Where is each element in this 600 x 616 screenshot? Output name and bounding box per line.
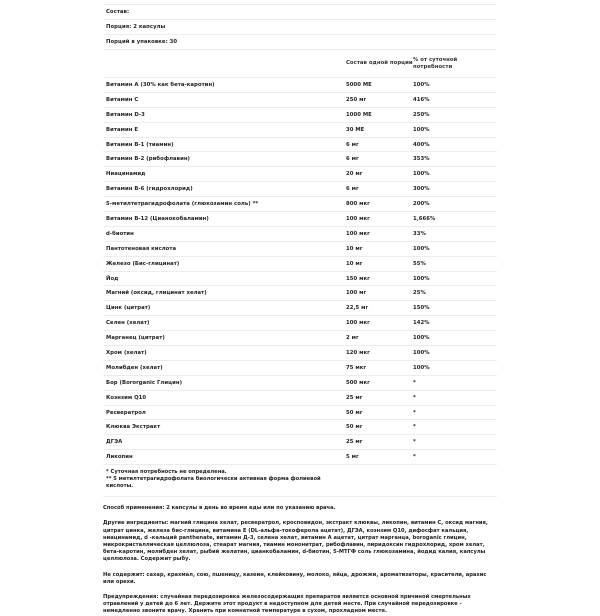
table-row xyxy=(103,271,497,286)
nutrient-amount: 6 мг xyxy=(346,186,359,193)
nutrient-name: Ликопин xyxy=(106,454,133,461)
footnotes xyxy=(103,464,497,497)
footnote-1: * Суточная потребность не определена. xyxy=(106,469,227,476)
nutrient-amount: 10 мг xyxy=(346,260,363,267)
table-row xyxy=(103,419,497,434)
nutrient-name: Витамин Е xyxy=(106,126,139,133)
nutrient-daily-value: * xyxy=(413,424,416,431)
nutrient-name: Витамин В-1 (тиамин) xyxy=(106,141,174,148)
table-row xyxy=(103,449,497,464)
nutrient-daily-value: 353% xyxy=(413,156,430,163)
nutrient-name: Молибден (хелат) xyxy=(106,364,163,371)
table-row xyxy=(103,92,497,107)
nutrient-daily-value: * xyxy=(413,409,416,416)
nutrient-name: d-биотин xyxy=(106,230,134,237)
nutrient-name: Витамин С xyxy=(106,96,139,103)
serving-size: Порция: 2 капсулы xyxy=(106,24,166,30)
footnote-2: ** 5 метилтетрагидрофолата биологически активная форма фолиевой кислоты. xyxy=(106,476,321,490)
nutrient-name: Селен (хелат) xyxy=(106,320,150,327)
nutrient-amount: 30 МЕ xyxy=(346,126,365,133)
nutrient-name: Витамин В-12 (Цианокобаламин) xyxy=(106,215,209,222)
nutrient-amount: 100 мкг xyxy=(346,320,370,327)
nutrient-amount: 100 мкг xyxy=(346,215,370,222)
table-row xyxy=(103,166,497,181)
nutrient-amount: 50 мг xyxy=(346,409,363,416)
table-header xyxy=(103,49,497,77)
nutrient-amount: 1000 МЕ xyxy=(346,111,372,118)
nutrient-name: Йод xyxy=(106,275,119,282)
nutrient-name: Хром (хелат) xyxy=(106,349,147,356)
table-row xyxy=(103,330,497,345)
nutrient-amount: 25 мг xyxy=(346,439,363,446)
nutrient-name: Витамин В-6 (гидрохлорид) xyxy=(106,186,193,193)
nutrient-name: Ресвератрол xyxy=(106,409,146,416)
nutrient-amount: 250 мг xyxy=(346,96,367,103)
table-row xyxy=(103,122,497,137)
nutrient-name: Клюква Экстракт xyxy=(106,424,161,431)
table-row xyxy=(103,434,497,449)
nutrient-daily-value: 55% xyxy=(413,260,426,267)
nutrient-amount: 6 мг xyxy=(346,156,359,163)
does-not-contain-text: Не содержит: сахар, крахмал, сою, пшеницу, казеин, клейковину, молоко, яйца, дрожжи, ароматизаторы, красители, арахис или орехи. xyxy=(103,571,487,585)
nutrient-amount: 6 мг xyxy=(346,141,359,148)
nutrient-daily-value: 100% xyxy=(413,335,430,342)
nutrient-name: Витамин D-3 xyxy=(106,111,145,118)
other-ingredients-text: Другие ингредиенты: магний глицина хелат, ресвератрол, кросповидон, экстракт клюквы, ликопин, витамин С, оксид магния, цитрат цинка, железа бис-глицина, витамина Е (DL-альфа-токоферола ацетат), ДГЭА, коэнзим Q10, дифосфат кальция, ниацинамид, d -кальций panthenate, витамин Д-3, селена хелат, витамин А ацетат, цитрат марганца, boroganic глицин, микрокристаллическая целлюлоза, стеарат магния, тиамин мононитрат, рибофлавин, пиридоксин гидрохлорид, хром хелат, бета-каротин, молибден хелат, рыбий желатин, цианкобаламин, d-биотин, 5-МТГФ соль глюкозамина, йодид калия, капсулы целлюлоза. Содержит рыбу. xyxy=(103,520,488,563)
nutrient-daily-value: 100% xyxy=(413,349,430,356)
table-row xyxy=(103,315,497,330)
table-row xyxy=(103,360,497,375)
nutrient-name: Витамин А (30% как бета-каротин) xyxy=(106,81,215,88)
header-amount: Состав одной порции xyxy=(346,60,413,66)
usage-text: Способ применения: 2 капсулы в день во время еды или по указанию врача. xyxy=(103,505,336,512)
nutrient-amount: 5 мг xyxy=(346,454,359,461)
nutrient-name: Ниацинамид xyxy=(106,171,146,178)
nutrient-amount: 2 мг xyxy=(346,335,359,342)
nutrient-amount: 120 мкг xyxy=(346,349,370,356)
nutrient-amount: 150 мкг xyxy=(346,275,370,282)
nutrient-amount: 5000 МЕ xyxy=(346,81,372,88)
composition-label: Состав: xyxy=(106,9,130,15)
nutrient-name: Коэнзим Q10 xyxy=(106,394,147,401)
table-row xyxy=(103,390,497,405)
nutrient-daily-value: 416% xyxy=(413,96,430,103)
table-row xyxy=(103,285,497,300)
nutrient-daily-value: * xyxy=(413,394,416,401)
nutrient-amount: 100 мг xyxy=(346,290,367,297)
nutrient-daily-value: 142% xyxy=(413,320,430,327)
nutrient-amount: 20 мг xyxy=(346,171,363,178)
nutrient-daily-value: 100% xyxy=(413,126,430,133)
nutrient-name: Железо (Бис-глицинат) xyxy=(106,260,180,267)
table-row xyxy=(103,256,497,271)
nutrient-daily-value: * xyxy=(413,454,416,461)
servings-per-pack-row xyxy=(103,34,497,49)
table-row xyxy=(103,211,497,226)
table-row xyxy=(103,241,497,256)
nutrient-daily-value: 1,666% xyxy=(413,215,436,222)
nutrient-amount: 500 мкг xyxy=(346,379,370,386)
nutrient-daily-value: 100% xyxy=(413,275,430,282)
table-row xyxy=(103,137,497,152)
table-row xyxy=(103,77,497,92)
nutrient-name: Марганец (цитрат) xyxy=(106,335,165,342)
nutrient-name: Цинк (цитрат) xyxy=(106,305,151,312)
table-row xyxy=(103,226,497,241)
table-row xyxy=(103,151,497,166)
nutrient-daily-value: 33% xyxy=(413,230,426,237)
nutrient-daily-value: 100% xyxy=(413,81,430,88)
table-row xyxy=(103,375,497,390)
header-daily-value: % от суточной потребности xyxy=(413,56,458,70)
nutrient-name: Магний (оксид, глицинат хелат) xyxy=(106,290,207,297)
nutrient-daily-value: 400% xyxy=(413,141,430,148)
table-body xyxy=(103,77,497,464)
table-row xyxy=(103,405,497,420)
nutrient-amount: 10 мг xyxy=(346,245,363,252)
nutrient-daily-value: 100% xyxy=(413,245,430,252)
nutrient-amount: 100 мкг xyxy=(346,230,370,237)
composition-row xyxy=(103,4,497,19)
table-row xyxy=(103,107,497,122)
warnings-text: Предупреждения: случайная передозировка железосодержащих препаратов является основной причиной смертельных отравлений у детей до 6 лет. Держите этот продукт в недоступном для детей месте. При случайной передозировке - немедленно звоните врачу. Хранить при комнатной температуре в сухом, прохладном месте. xyxy=(103,593,471,615)
supplement-facts xyxy=(103,4,497,616)
nutrient-daily-value: 300% xyxy=(413,186,430,193)
nutrient-amount: 50 мг xyxy=(346,424,363,431)
nutrient-daily-value: * xyxy=(413,439,416,446)
nutrient-amount: 800 мкг xyxy=(346,201,370,208)
servings-per-pack: Порций в упаковке: 30 xyxy=(106,39,178,45)
nutrient-name: Бор (Bororganic Глицин) xyxy=(106,379,183,386)
table-row xyxy=(103,196,497,211)
nutrient-daily-value: 250% xyxy=(413,111,430,118)
serving-row xyxy=(103,19,497,34)
nutrient-name: 5-метилтетрагидрофолата (глюкозамин соль) ** xyxy=(106,201,259,208)
nutrient-name: Витамин В-2 (рибофлавин) xyxy=(106,156,191,163)
nutrient-name: ДГЭА xyxy=(106,439,123,446)
nutrient-daily-value: * xyxy=(413,379,416,386)
table-row xyxy=(103,181,497,196)
nutrient-daily-value: 25% xyxy=(413,290,426,297)
table-row xyxy=(103,345,497,360)
nutrient-daily-value: 200% xyxy=(413,201,430,208)
nutrient-daily-value: 100% xyxy=(413,364,430,371)
nutrient-amount: 75 мкг xyxy=(346,364,367,371)
nutrient-daily-value: 100% xyxy=(413,171,430,178)
table-row xyxy=(103,300,497,315)
nutrient-daily-value: 150% xyxy=(413,305,430,312)
nutrient-name: Пантотеновая кислота xyxy=(106,245,177,252)
nutrient-amount: 25 мг xyxy=(346,394,363,401)
nutrient-amount: 22,5 мг xyxy=(346,305,369,312)
